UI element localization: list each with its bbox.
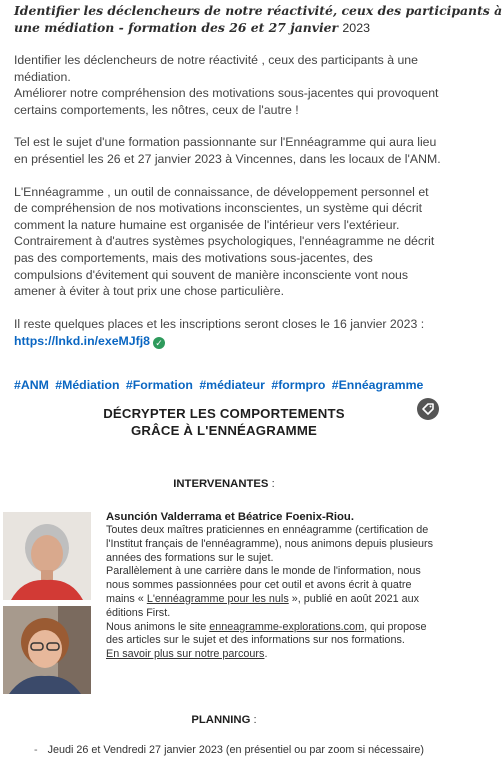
paragraph-5: Contrairement à d'autres systèmes psychologiques, l'ennéagramme ne décrit pas des comportements, mais des motivations sous-jacentes, des compulsions d'évitement qui souvent de manière inconsciente vont nous amener à éviter à tout prix une chose particulière. (14, 234, 435, 299)
bio3-text-a: Nous animons le site (106, 620, 207, 633)
title-year: 2023 (342, 21, 370, 35)
hashtag-list (14, 378, 442, 392)
heading-line-2: GRÂCE À L'ENNÉAGRAMME (130, 423, 318, 438)
hashtag[interactable]: #formpro (271, 378, 326, 393)
title-line-2: une médiation - formation des 26 et 27 janvier (14, 20, 339, 35)
post-body (14, 0, 502, 405)
speakers-heading (0, 478, 448, 490)
hashtag[interactable]: #Ennéagramme (331, 378, 424, 393)
speakers-names: Asunción Valderrama et Béatrice Foenix-Riou. (106, 511, 354, 523)
paragraph-1: Identifier les déclencheurs de notre réactivité , ceux des participants à une médiation. (14, 53, 418, 84)
avatar-asuncion (3, 512, 91, 600)
heading-line-1: DÉCRYPTER LES COMPORTEMENTS (103, 406, 345, 421)
planning-label: PLANNING (191, 714, 251, 726)
article-heading (0, 405, 448, 439)
paragraph-6: Il reste quelques places et les inscriptions seront closes le 16 janvier 2023 : (14, 316, 425, 331)
verified-check-icon: ✓ (153, 337, 165, 349)
bullet-dash-icon: - (34, 744, 38, 756)
bio-paragraph-3 (106, 621, 440, 649)
planning-heading (0, 714, 448, 726)
speakers-label: INTERVENANTES (173, 478, 269, 490)
paragraph-4: L'Ennéagramme , un outil de connaissance, de développement personnel et de compréhension de nos motivations inconscientes, un système qui décrit comment la nature humaine est organisée de l'intérieur vers l'extérieur. (14, 184, 429, 232)
registration-link[interactable]: https://lnkd.in/exeMJfj8 (14, 334, 150, 349)
speakers-colon: : (268, 478, 275, 490)
hashtag[interactable]: #Formation (125, 378, 193, 393)
about-link[interactable]: En savoir plus sur notre parcours (106, 648, 265, 661)
paragraph-2: Améliorer notre compréhension des motivations sous-jacentes qui provoquent certains comportements, les nôtres, ceux de l'autre ! (14, 86, 439, 117)
website-link[interactable]: enneagramme-explorations.com (209, 620, 365, 633)
post-title (14, 0, 502, 37)
book-link[interactable]: L'ennéagramme pour les nuls (146, 592, 289, 605)
bio2-text-a: Parallèlement à une carrière dans le monde de l'information, nous nous sommes passionnées pour cet outil et avons écrit à quatre mains « (106, 565, 421, 605)
planning-list-item (34, 744, 424, 756)
planning-note: (en présentiel ou par zoom si nécessaire) (225, 744, 424, 756)
bio-paragraph-2 (106, 565, 440, 620)
paragraph-3: Tel est le sujet d'une formation passionnante sur l'Ennéagramme qui aura lieu en présentiel les 26 et 27 janvier 2023 à Vincennes, dans les locaux de l'ANM. (14, 135, 441, 166)
bio2-text-b: », publié en août 2021 aux éditions First. (106, 592, 419, 619)
hashtag[interactable]: #ANM (14, 378, 49, 393)
hashtag[interactable]: #Médiation (55, 378, 120, 393)
tag-icon[interactable] (417, 398, 439, 420)
title-line-1: Identifier les déclencheurs de notre réactivité, ceux des participants à (14, 3, 502, 18)
avatar-beatrice (3, 606, 91, 694)
bio-paragraph-1: Toutes deux maîtres praticiennes en ennéagramme (certification de l'Institut français de l'ennéagramme), nous animons depuis plusieurs années des formations sur le sujet. (106, 524, 434, 564)
planning-colon: : (250, 714, 257, 726)
speakers-bio: Asunción Valderrama et Béatrice Foenix-Riou. Toutes deux maîtres praticiennes en ennéagramme (certification de l'Institut français de l'ennéagramme), nous animons depuis plusieurs années des formations sur le sujet. Parallèlement à une carrière dans le monde de l'information, nous nous sommes passionnées pour cet outil et avons écrit à quatre mains « L'ennéagramme pour les nuls », publié en août 2021 aux éditions First. Nous animons le site enneagramme-explorations.com, qui propose des articles sur le sujet et des informations sur nos formations. En savoir plus sur notre parcours. (106, 510, 440, 662)
bio3-text-b: , qui propose des articles sur le sujet et des informations sur nos formations. (106, 620, 427, 647)
hashtag[interactable]: #médiateur (199, 378, 265, 393)
planning-date: Jeudi 26 et Vendredi 27 janvier 2023 (47, 744, 223, 756)
